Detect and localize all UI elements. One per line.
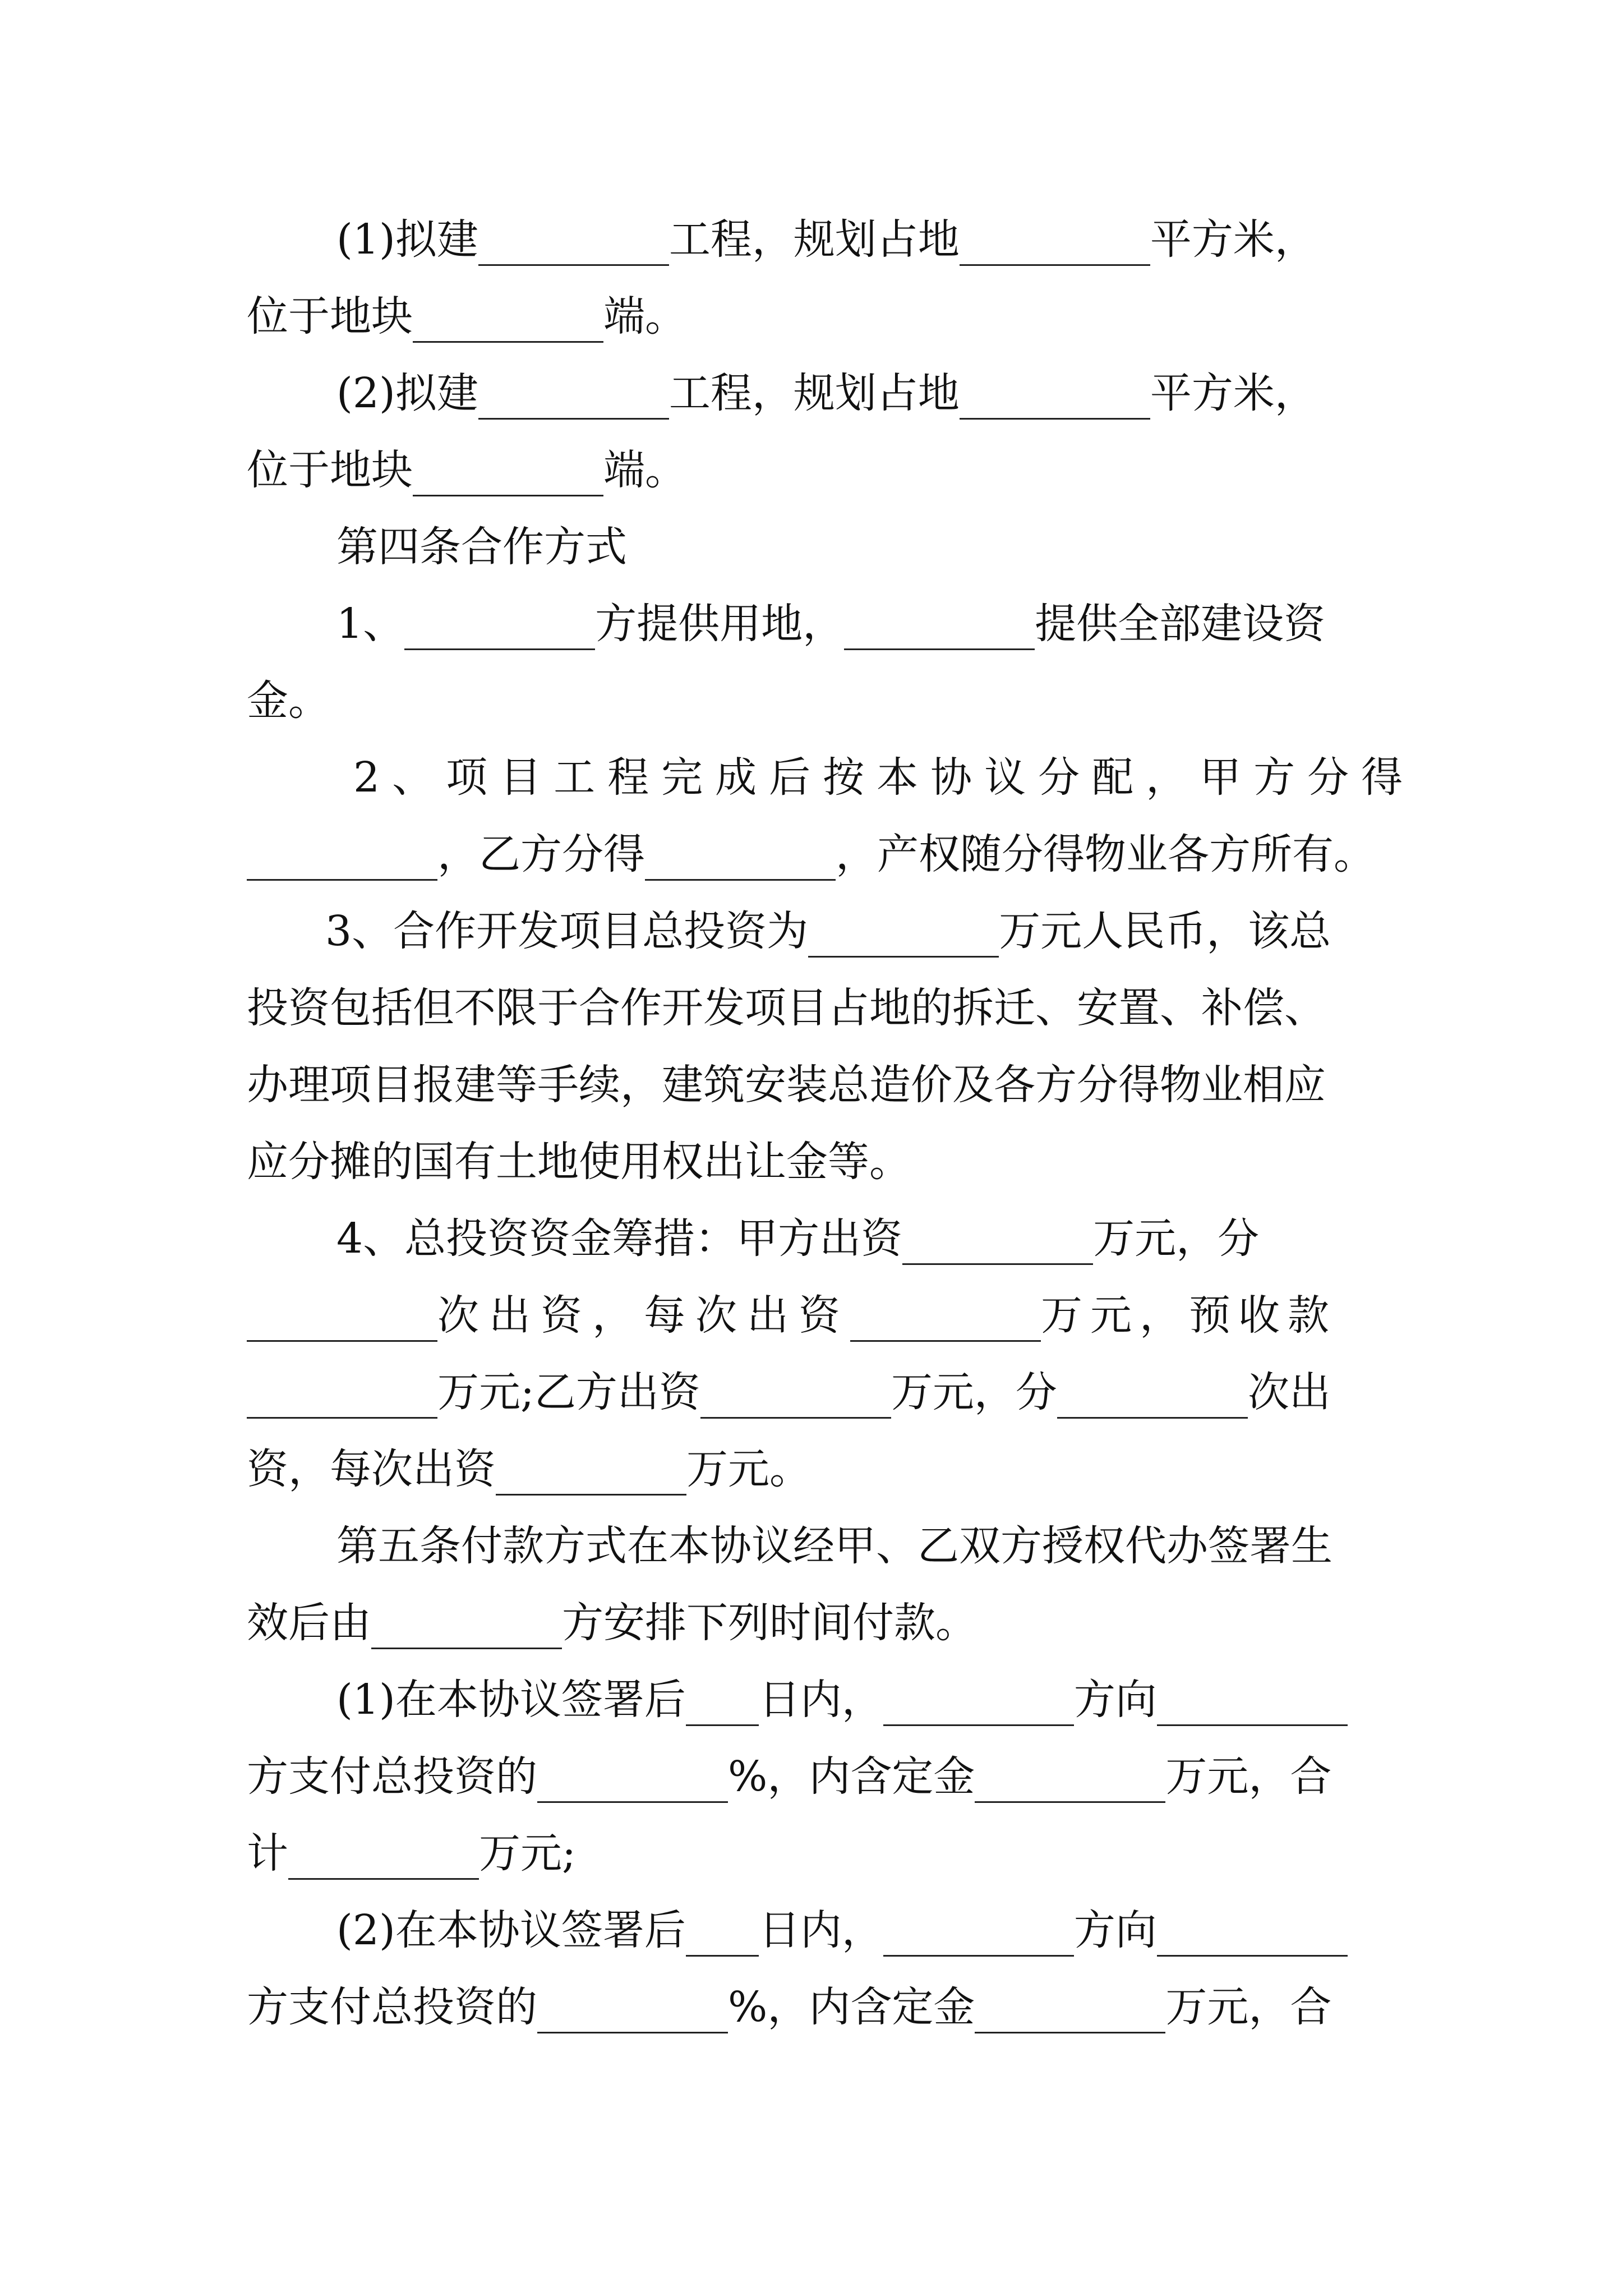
item1-label: (1)拟建 [336, 215, 478, 264]
percent-blank [537, 1981, 728, 2033]
article4-p4-line4 [247, 1433, 1402, 1506]
article4-p2-line1 [247, 741, 1415, 814]
p4-text-unit: 万元，分 [1093, 1214, 1260, 1263]
payment2-days-text: 日内， [758, 1906, 883, 1954]
p3-text-4: 应分摊的国有土地使用权出让金等。 [247, 1138, 911, 1186]
payment1-line3 [247, 1817, 1402, 1890]
article4-heading [247, 510, 1402, 583]
payee-blank [1157, 1904, 1348, 1957]
payment1-total-unit: 万元; [479, 1829, 576, 1878]
item2-line2 [247, 434, 1402, 507]
article4-p4-line2 [247, 1279, 1402, 1352]
land-party-blank [404, 598, 595, 650]
payment1-unit-text: 万元，合 [1165, 1752, 1332, 1801]
party-b-share-blank [645, 829, 836, 881]
item2-line1 [247, 357, 1402, 430]
party-b-amount-blank [700, 1366, 891, 1419]
article4-p3-line3 [247, 1048, 1402, 1121]
payment2-to-text: 方向 [1073, 1906, 1157, 1954]
p1-text-land: 方提供用地， [595, 600, 845, 648]
advance-amount-blank [247, 1366, 437, 1419]
payment1-days-text: 日内， [758, 1676, 883, 1724]
deposit-blank [975, 1751, 1165, 1803]
area-blank [960, 214, 1150, 266]
party-b-each-blank [496, 1443, 686, 1496]
days-blank [686, 1904, 759, 1957]
item2-text-unit: 平方米， [1150, 369, 1316, 417]
payer-party-blank [371, 1597, 562, 1649]
fund-party-blank [844, 598, 1035, 650]
payment1-label: (1)在本协议签署后 [336, 1676, 686, 1724]
percent-blank [537, 1751, 728, 1803]
p1-text-end: 金。 [247, 677, 330, 725]
item1-end-text: 端。 [603, 292, 686, 341]
payment1-total-label: 计 [247, 1829, 288, 1878]
article4-p4-line3 [247, 1356, 1402, 1429]
each-amount-blank [850, 1290, 1041, 1342]
days-blank [686, 1674, 759, 1726]
p2-text-end: ，产权随分得物业各方所有。 [836, 830, 1375, 878]
item1-text-unit: 平方米， [1150, 215, 1316, 264]
party-a-amount-blank [902, 1213, 1093, 1265]
p4-text-start: 4、总投资资金筹措：甲方出资 [336, 1214, 903, 1263]
article4-p1-line2 [247, 664, 1402, 737]
item1-line1 [247, 203, 1402, 276]
article4-p1-line1 [247, 587, 1402, 660]
item2-text-area: 工程，规划占地 [668, 369, 960, 417]
payment1-deposit-text: %，内含定金 [728, 1752, 975, 1801]
p4-text-times: 次出 [1247, 1368, 1331, 1416]
party-a-share-blank [247, 829, 437, 881]
p1-number: 1、 [336, 600, 405, 648]
p3-text-3: 办理项目报建等手续，建筑安装总造价及各方分得物业相应 [247, 1061, 1326, 1109]
payment2-line2 [247, 1971, 1402, 2044]
plot-blank [413, 444, 603, 496]
p4-text-party-b: 万元;乙方出资 [437, 1368, 700, 1416]
p4-text-each2: 资，每次出资 [247, 1445, 496, 1493]
total-blank [288, 1828, 479, 1880]
article5-text-schedule: 方安排下列时间付款。 [562, 1599, 977, 1647]
p4-text-end: 万元。 [686, 1445, 811, 1493]
payment2-label: (2)在本协议签署后 [336, 1906, 686, 1954]
article4-p2-line2 [247, 818, 1402, 891]
payer-blank [883, 1674, 1074, 1726]
project-name-blank [478, 367, 669, 420]
payment2-pay-text: 方支付总投资的 [247, 1983, 537, 2031]
payment1-line2 [247, 1740, 1402, 1813]
article4-p4-line1 [247, 1202, 1402, 1275]
article4-p3-line1 [247, 895, 1402, 968]
p3-text-unit: 万元人民币，该总 [999, 907, 1331, 955]
item1-line2 [247, 280, 1402, 353]
article5-line1 [247, 1510, 1402, 1582]
payment1-pay-text: 方支付总投资的 [247, 1752, 537, 1801]
item2-location-label: 位于地块 [247, 446, 413, 494]
article4-p3-line2 [247, 972, 1402, 1045]
total-investment-blank [808, 905, 999, 958]
payment1-line1 [247, 1663, 1402, 1736]
p3-text-start: 3、合作开发项目总投资为 [325, 907, 809, 955]
p3-text-2: 投资包括但不限于合作开发项目占地的拆迁、安置、补偿、 [247, 984, 1326, 1032]
payment2-deposit-text: %，内含定金 [728, 1983, 975, 2031]
p4-text-split: 万元，分 [891, 1368, 1057, 1416]
payee-blank [1157, 1674, 1348, 1726]
installments-blank [247, 1290, 437, 1342]
article4-title: 第四条合作方式 [336, 523, 627, 571]
item1-text-area: 工程，规划占地 [668, 215, 960, 264]
p4-text-each: 次出资，每次出资 [437, 1291, 850, 1340]
article5-title: 第五条付款方式在本协议经甲、乙双方授权代办签署生 [336, 1522, 1332, 1570]
item2-label: (2)拟建 [336, 369, 478, 417]
project-name-blank [478, 214, 669, 266]
party-b-installments-blank [1057, 1366, 1248, 1419]
payment2-line1 [247, 1894, 1402, 1967]
p2-text-party-b: ，乙方分得 [437, 830, 645, 878]
plot-blank [413, 291, 603, 343]
article4-p3-line4 [247, 1125, 1402, 1198]
p4-text-advance: 万元，预收款 [1041, 1291, 1337, 1340]
deposit-blank [975, 1981, 1165, 2033]
article5-text-by: 效后由 [247, 1599, 371, 1647]
item2-end-text: 端。 [603, 446, 686, 494]
payment2-unit-text: 万元，合 [1165, 1983, 1332, 2031]
p1-text-fund: 提供全部建设资 [1035, 600, 1326, 648]
payer-blank [883, 1904, 1074, 1957]
article5-line2 [247, 1586, 1402, 1659]
p2-text-start: 2、项目工程完成后按本协议分配，甲方分得 [353, 753, 1415, 802]
payment1-to-text: 方向 [1073, 1676, 1157, 1724]
area-blank [960, 367, 1150, 420]
item1-location-label: 位于地块 [247, 292, 413, 341]
